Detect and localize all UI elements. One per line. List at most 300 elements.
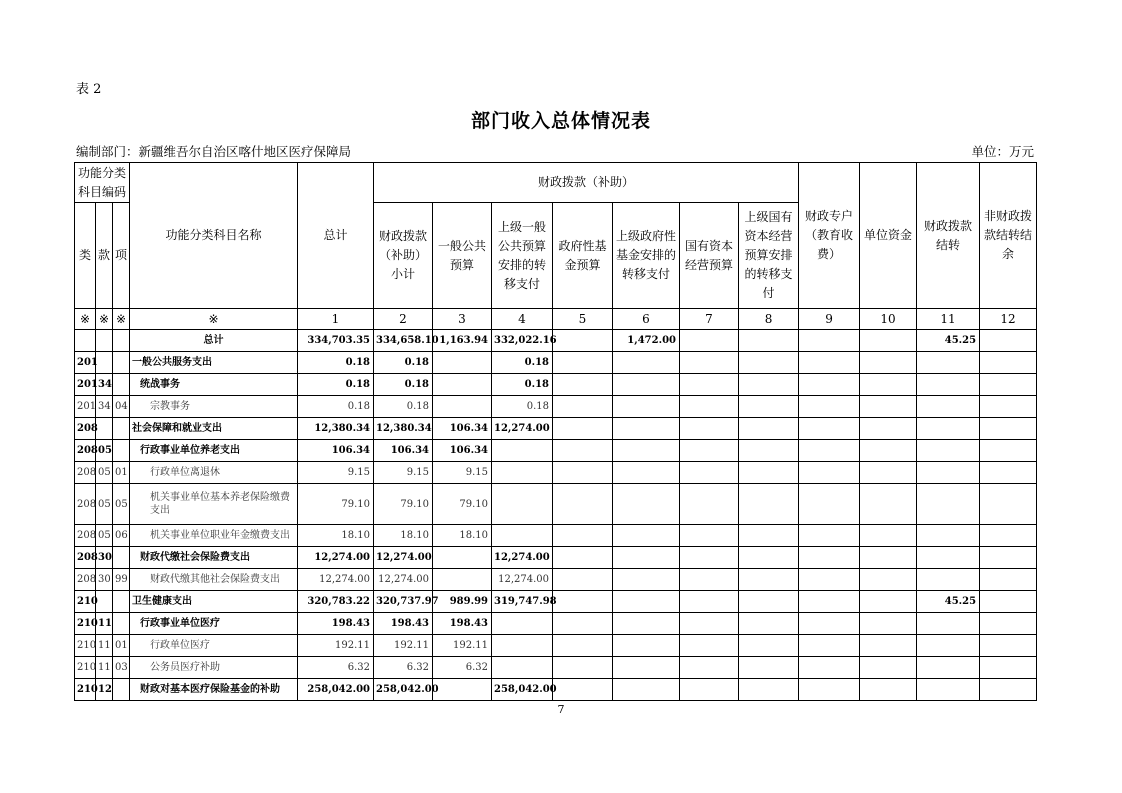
table-row [75, 657, 1037, 679]
value-cell [739, 525, 799, 547]
value-cell [492, 525, 553, 547]
subject-name: 卫生健康支出 [130, 591, 298, 613]
value-cell [613, 374, 680, 396]
index-cell: ※ [96, 309, 113, 330]
code-kuan [96, 352, 113, 374]
code-lei: 208 [75, 547, 96, 569]
code-lei: 208 [75, 484, 96, 525]
value-cell [739, 569, 799, 591]
value-cell [680, 635, 739, 657]
value-cell [917, 462, 980, 484]
value-cell: 258,042.00 [374, 679, 433, 701]
value-cell: 258,042.00 [298, 679, 374, 701]
value-cell: 192.11 [374, 635, 433, 657]
value-cell [799, 352, 860, 374]
value-cell [799, 591, 860, 613]
value-cell: 989.99 [433, 591, 492, 613]
value-cell: 12,274.00 [492, 418, 553, 440]
index-cell: 9 [799, 309, 860, 330]
value-cell [917, 525, 980, 547]
value-cell [553, 569, 613, 591]
value-cell [492, 613, 553, 635]
value-cell: 198.43 [298, 613, 374, 635]
value-cell: 106.34 [374, 440, 433, 462]
value-cell [739, 440, 799, 462]
value-cell [613, 679, 680, 701]
value-cell [680, 679, 739, 701]
code-xiang: 01 [113, 462, 130, 484]
value-cell: 79.10 [374, 484, 433, 525]
value-cell [553, 418, 613, 440]
code-lei: 210 [75, 679, 96, 701]
value-cell: 1,472.00 [613, 330, 680, 352]
value-cell [433, 679, 492, 701]
code-kuan: 05 [96, 440, 113, 462]
value-cell [799, 525, 860, 547]
code-kuan: 05 [96, 462, 113, 484]
revenue-table [74, 162, 1037, 701]
subject-name: 一般公共服务支出 [130, 352, 298, 374]
code-kuan: 05 [96, 525, 113, 547]
index-cell: 6 [613, 309, 680, 330]
table-row [75, 396, 1037, 418]
value-cell [680, 374, 739, 396]
value-cell: 0.18 [492, 352, 553, 374]
value-cell: 319,747.98 [492, 591, 553, 613]
code-xiang [113, 547, 130, 569]
subject-name: 财政对基本医疗保险基金的补助 [130, 679, 298, 701]
value-cell: 9.15 [374, 462, 433, 484]
value-cell: 0.18 [298, 396, 374, 418]
value-cell [799, 374, 860, 396]
index-cell: ※ [75, 309, 96, 330]
value-cell [799, 484, 860, 525]
value-cell [917, 418, 980, 440]
subject-name: 宗教事务 [130, 396, 298, 418]
value-cell [613, 484, 680, 525]
value-cell: 12,274.00 [492, 547, 553, 569]
value-cell [799, 396, 860, 418]
header-total: 总计 [298, 163, 374, 309]
value-cell [680, 591, 739, 613]
index-cell: ※ [113, 309, 130, 330]
value-cell [433, 374, 492, 396]
value-cell [680, 418, 739, 440]
table-row [75, 462, 1037, 484]
value-cell: 6.32 [298, 657, 374, 679]
value-cell [799, 679, 860, 701]
value-cell [739, 657, 799, 679]
value-cell [613, 418, 680, 440]
value-cell: 18.10 [298, 525, 374, 547]
value-cell: 45.25 [917, 330, 980, 352]
value-cell [553, 679, 613, 701]
value-cell [433, 547, 492, 569]
header-fiscal-subtotal: 财政拨款（补助）小计 [374, 203, 433, 309]
subject-name: 统战事务 [130, 374, 298, 396]
unit-label: 单位：万元 [971, 144, 1034, 159]
compiling-department: 编制部门：新疆维吾尔自治区喀什地区医疗保障局 [76, 144, 352, 159]
value-cell: 9.15 [433, 462, 492, 484]
value-cell [917, 679, 980, 701]
value-cell: 0.18 [374, 352, 433, 374]
code-kuan: 30 [96, 569, 113, 591]
value-cell [980, 352, 1037, 374]
value-cell: 192.11 [298, 635, 374, 657]
code-lei: 208 [75, 462, 96, 484]
code-lei: 208 [75, 418, 96, 440]
value-cell: 106.34 [433, 418, 492, 440]
value-cell [799, 613, 860, 635]
code-kuan [96, 330, 113, 352]
code-lei: 208 [75, 569, 96, 591]
subject-name: 行政事业单位养老支出 [130, 440, 298, 462]
value-cell [980, 569, 1037, 591]
value-cell [799, 635, 860, 657]
code-kuan: 34 [96, 374, 113, 396]
value-cell [739, 613, 799, 635]
code-lei: 201 [75, 396, 96, 418]
value-cell: 258,042.00 [492, 679, 553, 701]
code-xiang: 01 [113, 635, 130, 657]
value-cell [917, 547, 980, 569]
value-cell [980, 547, 1037, 569]
value-cell [613, 635, 680, 657]
value-cell [613, 352, 680, 374]
value-cell [799, 547, 860, 569]
index-cell: 10 [860, 309, 917, 330]
value-cell [860, 569, 917, 591]
value-cell: 12,274.00 [492, 569, 553, 591]
column-index-row [75, 309, 1037, 330]
value-cell: 12,274.00 [298, 569, 374, 591]
value-cell [980, 525, 1037, 547]
header-xiang: 项 [113, 203, 130, 309]
value-cell [492, 657, 553, 679]
value-cell [917, 657, 980, 679]
value-cell [799, 569, 860, 591]
value-cell: 0.18 [298, 352, 374, 374]
value-cell: 12,380.34 [374, 418, 433, 440]
value-cell [492, 462, 553, 484]
value-cell [613, 569, 680, 591]
code-kuan: 30 [96, 547, 113, 569]
value-cell [553, 374, 613, 396]
table-body [75, 330, 1037, 701]
value-cell [680, 462, 739, 484]
value-cell: 320,783.22 [298, 591, 374, 613]
value-cell [739, 374, 799, 396]
value-cell [980, 440, 1037, 462]
value-cell: 198.43 [433, 613, 492, 635]
table-header [75, 163, 1037, 309]
value-cell [492, 484, 553, 525]
code-kuan: 11 [96, 613, 113, 635]
value-cell [553, 657, 613, 679]
code-xiang [113, 374, 130, 396]
index-cell: 11 [917, 309, 980, 330]
value-cell: 12,380.34 [298, 418, 374, 440]
value-cell [860, 440, 917, 462]
value-cell [860, 330, 917, 352]
table-row [75, 484, 1037, 525]
table-row [75, 679, 1037, 701]
index-cell: 2 [374, 309, 433, 330]
value-cell [553, 440, 613, 462]
subject-name: 行政单位离退休 [130, 462, 298, 484]
value-cell [860, 679, 917, 701]
value-cell: 6.32 [374, 657, 433, 679]
code-lei: 210 [75, 591, 96, 613]
code-kuan [96, 418, 113, 440]
code-kuan: 11 [96, 657, 113, 679]
code-lei: 201 [75, 352, 96, 374]
value-cell [739, 547, 799, 569]
value-cell [917, 352, 980, 374]
value-cell: 79.10 [298, 484, 374, 525]
code-kuan: 12 [96, 679, 113, 701]
value-cell: 334,703.35 [298, 330, 374, 352]
value-cell [917, 440, 980, 462]
index-cell: 5 [553, 309, 613, 330]
value-cell: 79.10 [433, 484, 492, 525]
table-row [75, 440, 1037, 462]
value-cell [553, 462, 613, 484]
value-cell [860, 462, 917, 484]
value-cell: 12,274.00 [374, 547, 433, 569]
subject-name: 财政代缴其他社会保险费支出 [130, 569, 298, 591]
value-cell: 332,022.16 [492, 330, 553, 352]
index-cell: 3 [433, 309, 492, 330]
subject-name: 行政单位医疗 [130, 635, 298, 657]
code-xiang [113, 679, 130, 701]
value-cell [553, 396, 613, 418]
value-cell [799, 462, 860, 484]
page-number: 7 [557, 703, 565, 716]
value-cell [917, 635, 980, 657]
value-cell [799, 440, 860, 462]
table-row [75, 591, 1037, 613]
value-cell [613, 657, 680, 679]
code-xiang: 06 [113, 525, 130, 547]
value-cell [680, 613, 739, 635]
value-cell [553, 635, 613, 657]
index-cell: 7 [680, 309, 739, 330]
value-cell [980, 374, 1037, 396]
code-lei: 208 [75, 525, 96, 547]
value-cell [799, 330, 860, 352]
header-name: 功能分类科目名称 [130, 163, 298, 309]
index-cell: 4 [492, 309, 553, 330]
value-cell [917, 613, 980, 635]
header-upper-state-capital-transfer: 上级国有资本经营预算安排的转移支付 [739, 203, 799, 309]
code-lei: 201 [75, 374, 96, 396]
value-cell [739, 418, 799, 440]
code-lei: 210 [75, 613, 96, 635]
code-xiang [113, 591, 130, 613]
value-cell [917, 374, 980, 396]
page-title: 部门收入总体情况表 [470, 110, 651, 132]
value-cell [980, 418, 1037, 440]
header-gov-fund: 政府性基金预算 [553, 203, 613, 309]
table-row [75, 569, 1037, 591]
value-cell [680, 396, 739, 418]
value-cell [917, 484, 980, 525]
code-lei: 210 [75, 657, 96, 679]
code-xiang [113, 440, 130, 462]
code-xiang: 99 [113, 569, 130, 591]
value-cell [860, 591, 917, 613]
value-cell [553, 330, 613, 352]
header-general-budget: 一般公共预算 [433, 203, 492, 309]
value-cell: 12,274.00 [374, 569, 433, 591]
header-upper-gov-fund-transfer: 上级政府性基金安排的转移支付 [613, 203, 680, 309]
value-cell [980, 591, 1037, 613]
code-xiang [113, 352, 130, 374]
value-cell [739, 635, 799, 657]
value-cell: 6.32 [433, 657, 492, 679]
value-cell [860, 613, 917, 635]
value-cell: 192.11 [433, 635, 492, 657]
table-row [75, 374, 1037, 396]
value-cell [613, 440, 680, 462]
value-cell [739, 679, 799, 701]
value-cell [433, 569, 492, 591]
value-cell: 106.34 [298, 440, 374, 462]
value-cell [613, 462, 680, 484]
value-cell [739, 484, 799, 525]
value-cell [860, 396, 917, 418]
value-cell [680, 440, 739, 462]
value-cell: 9.15 [298, 462, 374, 484]
index-cell: 12 [980, 309, 1037, 330]
value-cell [860, 374, 917, 396]
value-cell: 1,163.94 [433, 330, 492, 352]
table-row [75, 635, 1037, 657]
code-kuan: 34 [96, 396, 113, 418]
value-cell [739, 396, 799, 418]
header-unit-funds: 单位资金 [860, 163, 917, 309]
value-cell: 0.18 [374, 396, 433, 418]
value-cell [613, 396, 680, 418]
value-cell [553, 591, 613, 613]
value-cell [680, 484, 739, 525]
value-cell: 106.34 [433, 440, 492, 462]
value-cell [860, 547, 917, 569]
value-cell: 12,274.00 [298, 547, 374, 569]
code-lei: 210 [75, 635, 96, 657]
table-row [75, 352, 1037, 374]
header-code-group: 功能分类科目编码 [75, 163, 130, 203]
value-cell: 0.18 [492, 374, 553, 396]
header-fiscal-carryover: 财政拨款结转 [917, 163, 980, 309]
header-nonfiscal-carryover: 非财政拨款结转结余 [980, 163, 1037, 309]
value-cell [613, 613, 680, 635]
value-cell [680, 330, 739, 352]
value-cell: 198.43 [374, 613, 433, 635]
value-cell [980, 613, 1037, 635]
value-cell [860, 657, 917, 679]
value-cell [553, 484, 613, 525]
header-lei: 类 [75, 203, 96, 309]
code-xiang [113, 418, 130, 440]
code-xiang: 04 [113, 396, 130, 418]
value-cell [613, 591, 680, 613]
value-cell [553, 547, 613, 569]
value-cell [860, 352, 917, 374]
subject-name: 机关事业单位基本养老保险缴费支出 [130, 484, 298, 525]
value-cell [739, 462, 799, 484]
value-cell: 0.18 [374, 374, 433, 396]
code-xiang [113, 330, 130, 352]
value-cell [553, 525, 613, 547]
table-row [75, 418, 1037, 440]
value-cell [917, 569, 980, 591]
subject-name: 行政事业单位医疗 [130, 613, 298, 635]
table-row [75, 525, 1037, 547]
header-upper-general-transfer: 上级一般公共预算安排的转移支付 [492, 203, 553, 309]
subject-name: 财政代缴社会保险费支出 [130, 547, 298, 569]
index-cell: 1 [298, 309, 374, 330]
value-cell: 18.10 [374, 525, 433, 547]
table-row [75, 330, 1037, 352]
value-cell [433, 396, 492, 418]
value-cell [860, 484, 917, 525]
value-cell [680, 657, 739, 679]
value-cell [860, 635, 917, 657]
value-cell [433, 352, 492, 374]
value-cell: 0.18 [298, 374, 374, 396]
value-cell [739, 330, 799, 352]
value-cell [980, 396, 1037, 418]
value-cell [680, 525, 739, 547]
value-cell [860, 525, 917, 547]
value-cell [980, 657, 1037, 679]
value-cell [553, 352, 613, 374]
value-cell: 334,658.10 [374, 330, 433, 352]
code-xiang [113, 613, 130, 635]
subject-name: 公务员医疗补助 [130, 657, 298, 679]
subject-name: 机关事业单位职业年金缴费支出 [130, 525, 298, 547]
index-cell: ※ [130, 309, 298, 330]
value-cell [739, 352, 799, 374]
value-cell: 18.10 [433, 525, 492, 547]
value-cell [680, 352, 739, 374]
value-cell [613, 547, 680, 569]
subject-name: 总计 [130, 330, 298, 352]
header-fiscal-group: 财政拨款（补助） [374, 163, 799, 203]
value-cell [680, 547, 739, 569]
code-kuan [96, 591, 113, 613]
subject-name: 社会保障和就业支出 [130, 418, 298, 440]
value-cell [980, 635, 1037, 657]
code-xiang: 05 [113, 484, 130, 525]
table-row [75, 547, 1037, 569]
value-cell [917, 396, 980, 418]
value-cell [492, 635, 553, 657]
code-xiang: 03 [113, 657, 130, 679]
header-special-edu: 财政专户（教育收费） [799, 163, 860, 309]
value-cell [739, 591, 799, 613]
code-lei [75, 330, 96, 352]
value-cell [680, 569, 739, 591]
table-number: 表 2 [76, 82, 102, 97]
value-cell [980, 462, 1037, 484]
value-cell [799, 418, 860, 440]
code-kuan: 11 [96, 635, 113, 657]
header-kuan: 款 [96, 203, 113, 309]
code-kuan: 05 [96, 484, 113, 525]
